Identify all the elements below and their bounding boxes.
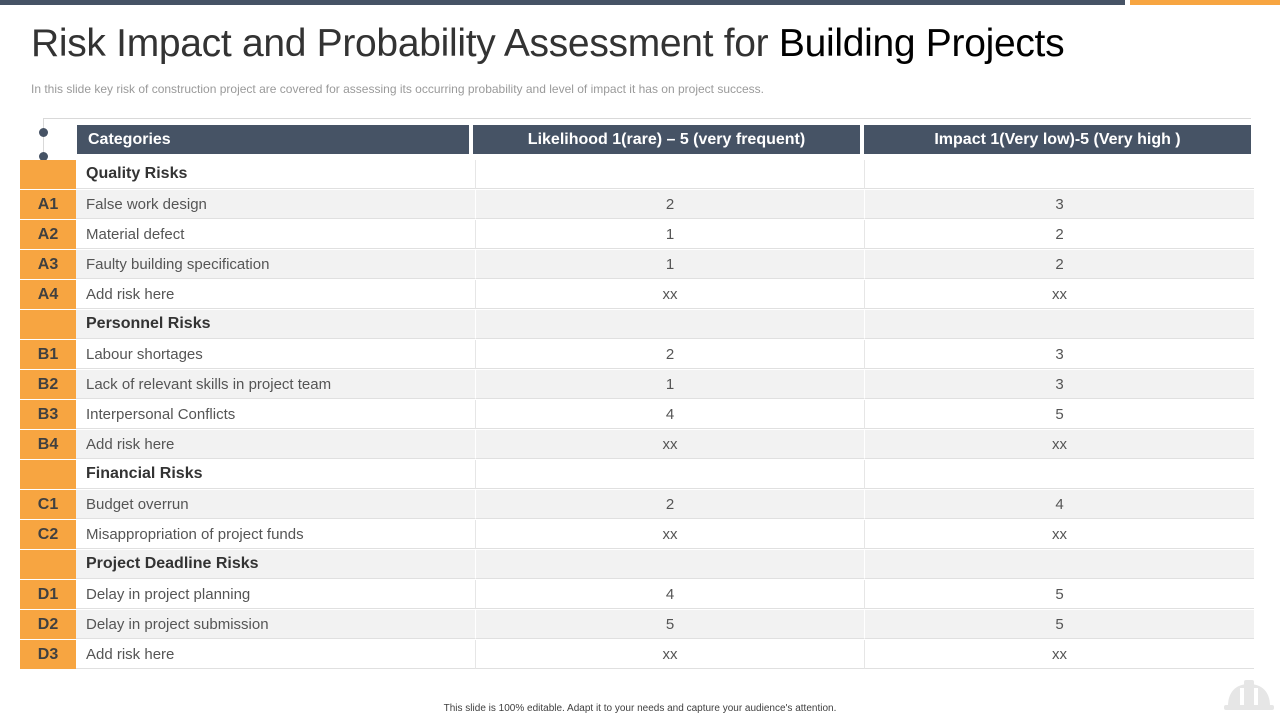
impact-cell: xx (865, 520, 1254, 549)
likelihood-cell: 2 (476, 340, 865, 369)
impact-cell (865, 550, 1254, 579)
row-id-badge: B1 (20, 340, 76, 369)
top-bar (0, 0, 1125, 5)
likelihood-cell (476, 310, 865, 339)
likelihood-cell: 2 (476, 190, 865, 219)
category-cell: Faulty building specification (76, 250, 476, 279)
likelihood-cell: 2 (476, 490, 865, 519)
likelihood-cell: xx (476, 640, 865, 669)
table-row (20, 430, 1254, 460)
row-id-badge: D1 (20, 580, 76, 609)
likelihood-cell: 1 (476, 220, 865, 249)
table-row (20, 220, 1254, 250)
category-cell: Labour shortages (76, 340, 476, 369)
row-id-badge (20, 160, 76, 189)
category-cell: Project Deadline Risks (76, 550, 476, 579)
row-id-badge: A3 (20, 250, 76, 279)
footer-note: This slide is 100% editable. Adapt it to your needs and capture your audience's attention. (443, 703, 837, 714)
table-row (20, 250, 1254, 280)
impact-cell: 5 (865, 400, 1254, 429)
category-cell: Add risk here (76, 280, 476, 309)
row-id-badge: B3 (20, 400, 76, 429)
impact-cell: 2 (865, 250, 1254, 279)
impact-cell: xx (865, 280, 1254, 309)
table-row (20, 190, 1254, 220)
likelihood-cell: xx (476, 430, 865, 459)
likelihood-cell: xx (476, 520, 865, 549)
category-cell: Misappropriation of project funds (76, 520, 476, 549)
page-title (31, 22, 1064, 66)
impact-cell: 3 (865, 190, 1254, 219)
impact-cell: xx (865, 640, 1254, 669)
connector-line (43, 118, 1251, 119)
impact-cell: 4 (865, 490, 1254, 519)
row-id-badge (20, 460, 76, 489)
category-cell: Material defect (76, 220, 476, 249)
title-part-1: Risk Impact and Probability Assessment for (31, 22, 779, 65)
category-cell: Add risk here (76, 430, 476, 459)
likelihood-cell: 5 (476, 610, 865, 639)
row-id-badge: B4 (20, 430, 76, 459)
likelihood-cell: 1 (476, 370, 865, 399)
row-id-badge: C2 (20, 520, 76, 549)
category-cell: Delay in project planning (76, 580, 476, 609)
category-cell: False work design (76, 190, 476, 219)
category-cell: Budget overrun (76, 490, 476, 519)
table-group-row (20, 550, 1254, 580)
category-cell: Add risk here (76, 640, 476, 669)
impact-cell (865, 460, 1254, 489)
category-cell: Delay in project submission (76, 610, 476, 639)
row-id-badge: B2 (20, 370, 76, 399)
impact-cell: 2 (865, 220, 1254, 249)
table-row (20, 580, 1254, 610)
likelihood-cell: xx (476, 280, 865, 309)
impact-cell: 3 (865, 370, 1254, 399)
row-id-badge (20, 550, 76, 579)
likelihood-cell: 4 (476, 580, 865, 609)
top-bar-accent (1130, 0, 1280, 5)
impact-cell: xx (865, 430, 1254, 459)
title-part-2: Building Projects (778, 22, 1065, 65)
row-id-badge: D3 (20, 640, 76, 669)
likelihood-cell: 1 (476, 250, 865, 279)
category-cell: Personnel Risks (76, 310, 476, 339)
likelihood-cell (476, 550, 865, 579)
likelihood-cell: 4 (476, 400, 865, 429)
table-group-row (20, 310, 1254, 340)
category-cell: Lack of relevant skills in project team (76, 370, 476, 399)
impact-cell: 3 (865, 340, 1254, 369)
table-row (20, 280, 1254, 310)
table-group-row (20, 460, 1254, 490)
category-cell: Financial Risks (76, 460, 476, 489)
row-id-badge (20, 310, 76, 339)
dot-icon (39, 128, 48, 137)
impact-cell: 5 (865, 610, 1254, 639)
category-cell: Interpersonal Conflicts (76, 400, 476, 429)
table-group-row (20, 160, 1254, 190)
row-id-badge: C1 (20, 490, 76, 519)
likelihood-cell (476, 160, 865, 189)
table-row (20, 370, 1254, 400)
helmet-icon (1222, 676, 1276, 712)
header-impact: Impact 1(Very low)-5 (Very high ) (864, 125, 1251, 154)
row-id-badge: A2 (20, 220, 76, 249)
risk-table (20, 160, 1254, 670)
table-row (20, 610, 1254, 640)
row-id-badge: D2 (20, 610, 76, 639)
impact-cell (865, 160, 1254, 189)
table-row (20, 520, 1254, 550)
row-id-badge: A4 (20, 280, 76, 309)
header-categories: Categories (77, 125, 469, 154)
table-row (20, 340, 1254, 370)
category-cell: Quality Risks (76, 160, 476, 189)
page-subtitle: In this slide key risk of construction project are covered for assessing its occurring probability and level of impact it has on project success. (31, 82, 765, 96)
table-row (20, 640, 1254, 670)
table-row (20, 400, 1254, 430)
impact-cell: 5 (865, 580, 1254, 609)
table-row (20, 490, 1254, 520)
likelihood-cell (476, 460, 865, 489)
row-id-badge: A1 (20, 190, 76, 219)
header-likelihood: Likelihood 1(rare) – 5 (very frequent) (473, 125, 860, 154)
impact-cell (865, 310, 1254, 339)
